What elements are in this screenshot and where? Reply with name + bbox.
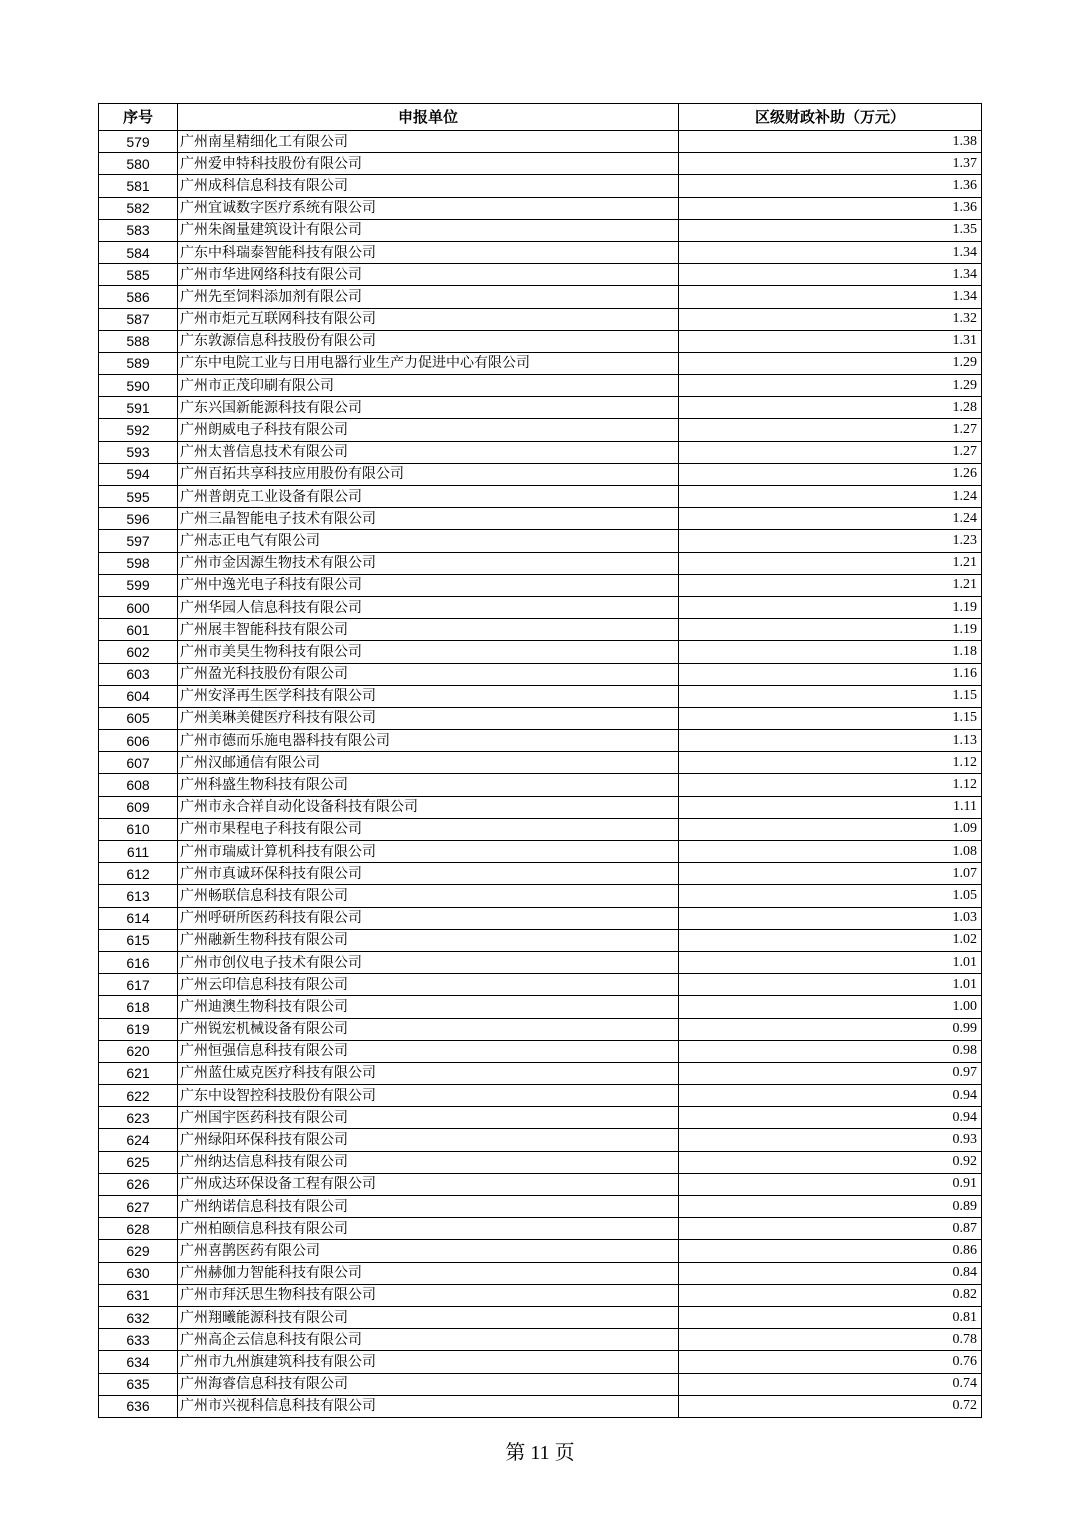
row-subsidy-amount: 0.78 [679,1329,982,1351]
table-row [99,596,982,618]
row-subsidy-amount: 1.09 [679,818,982,840]
table-row [99,1240,982,1262]
row-subsidy-amount: 1.01 [679,951,982,973]
row-subsidy-amount: 0.97 [679,1062,982,1084]
row-subsidy-amount: 0.81 [679,1306,982,1328]
row-serial-number: 616 [99,951,178,973]
row-serial-number: 587 [99,308,178,330]
row-applicant-unit: 广州朗威电子科技有限公司 [178,419,679,441]
table-header-row [99,104,982,131]
row-applicant-unit: 广州喜鹊医药有限公司 [178,1240,679,1262]
row-serial-number: 597 [99,530,178,552]
row-serial-number: 623 [99,1107,178,1129]
row-applicant-unit: 广州朱阁量建筑设计有限公司 [178,219,679,241]
table-row [99,1040,982,1062]
table-row [99,375,982,397]
row-applicant-unit: 广州先至饲料添加剂有限公司 [178,286,679,308]
row-subsidy-amount: 1.34 [679,286,982,308]
row-subsidy-amount: 1.38 [679,131,982,153]
table-row [99,131,982,153]
row-serial-number: 633 [99,1329,178,1351]
row-applicant-unit: 广州高企云信息科技有限公司 [178,1329,679,1351]
row-applicant-unit: 广州市炬元互联网科技有限公司 [178,308,679,330]
row-applicant-unit: 广州盈光科技股份有限公司 [178,663,679,685]
row-subsidy-amount: 1.37 [679,153,982,175]
row-serial-number: 595 [99,486,178,508]
row-applicant-unit: 广州市拜沃思生物科技有限公司 [178,1284,679,1306]
row-serial-number: 620 [99,1040,178,1062]
header-district-subsidy: 区级财政补助（万元） [679,104,982,131]
row-serial-number: 599 [99,574,178,596]
row-applicant-unit: 广州成达环保设备工程有限公司 [178,1173,679,1195]
table-row [99,1395,982,1417]
table-row [99,463,982,485]
row-subsidy-amount: 1.08 [679,841,982,863]
row-subsidy-amount: 1.35 [679,219,982,241]
row-applicant-unit: 广州恒强信息科技有限公司 [178,1040,679,1062]
row-serial-number: 626 [99,1173,178,1195]
row-applicant-unit: 广州赫伽力智能科技有限公司 [178,1262,679,1284]
row-applicant-unit: 广州宜诚数字医疗系统有限公司 [178,197,679,219]
row-subsidy-amount: 0.92 [679,1151,982,1173]
table-row [99,397,982,419]
row-applicant-unit: 广州市兴视科信息科技有限公司 [178,1395,679,1417]
row-serial-number: 606 [99,730,178,752]
row-subsidy-amount: 1.01 [679,974,982,996]
row-serial-number: 611 [99,841,178,863]
row-subsidy-amount: 1.36 [679,197,982,219]
row-subsidy-amount: 0.87 [679,1218,982,1240]
row-subsidy-amount: 1.12 [679,774,982,796]
row-subsidy-amount: 0.74 [679,1373,982,1395]
row-subsidy-amount: 0.82 [679,1284,982,1306]
row-serial-number: 598 [99,552,178,574]
table-row [99,241,982,263]
table-row [99,818,982,840]
row-serial-number: 584 [99,241,178,263]
row-applicant-unit: 广州市真诚环保科技有限公司 [178,863,679,885]
table-row [99,929,982,951]
row-applicant-unit: 广州三晶智能电子技术有限公司 [178,508,679,530]
row-serial-number: 630 [99,1262,178,1284]
row-serial-number: 601 [99,619,178,641]
row-serial-number: 619 [99,1018,178,1040]
row-subsidy-amount: 1.34 [679,241,982,263]
row-serial-number: 590 [99,375,178,397]
row-applicant-unit: 广州柏颐信息科技有限公司 [178,1218,679,1240]
row-applicant-unit: 广州市德而乐施电器科技有限公司 [178,730,679,752]
row-applicant-unit: 广州中逸光电子科技有限公司 [178,574,679,596]
row-subsidy-amount: 1.26 [679,463,982,485]
row-subsidy-amount: 1.05 [679,885,982,907]
table-row [99,796,982,818]
row-subsidy-amount: 1.36 [679,175,982,197]
row-subsidy-amount: 1.23 [679,530,982,552]
row-serial-number: 602 [99,641,178,663]
row-serial-number: 610 [99,818,178,840]
table-row [99,1351,982,1373]
row-subsidy-amount: 1.15 [679,707,982,729]
row-serial-number: 635 [99,1373,178,1395]
row-serial-number: 586 [99,286,178,308]
row-serial-number: 593 [99,441,178,463]
row-subsidy-amount: 1.34 [679,264,982,286]
table-row [99,951,982,973]
page-number: 第 11 页 [505,1442,575,1464]
subsidy-table [98,103,982,1418]
table-row [99,907,982,929]
row-applicant-unit: 广州南星精细化工有限公司 [178,131,679,153]
table-row [99,552,982,574]
table-row [99,1196,982,1218]
row-serial-number: 608 [99,774,178,796]
table-row [99,264,982,286]
row-applicant-unit: 广州迪澳生物科技有限公司 [178,996,679,1018]
row-serial-number: 585 [99,264,178,286]
header-applicant-unit: 申报单位 [178,104,679,131]
row-applicant-unit: 广州市正茂印刷有限公司 [178,375,679,397]
table-row [99,1284,982,1306]
row-serial-number: 617 [99,974,178,996]
row-applicant-unit: 广州融新生物科技有限公司 [178,929,679,951]
table-row [99,1085,982,1107]
row-serial-number: 628 [99,1218,178,1240]
table-row [99,1107,982,1129]
row-serial-number: 627 [99,1196,178,1218]
row-subsidy-amount: 1.07 [679,863,982,885]
row-subsidy-amount: 1.29 [679,375,982,397]
row-subsidy-amount: 1.27 [679,441,982,463]
table-row [99,1129,982,1151]
row-serial-number: 600 [99,596,178,618]
row-subsidy-amount: 1.16 [679,663,982,685]
table-row [99,863,982,885]
table-row [99,641,982,663]
row-serial-number: 580 [99,153,178,175]
row-applicant-unit: 广州市金因源生物技术有限公司 [178,552,679,574]
row-applicant-unit: 广州普朗克工业设备有限公司 [178,486,679,508]
row-applicant-unit: 广州市九州旗建筑科技有限公司 [178,1351,679,1373]
row-subsidy-amount: 0.91 [679,1173,982,1195]
table-row [99,1262,982,1284]
table-row [99,175,982,197]
row-serial-number: 629 [99,1240,178,1262]
row-serial-number: 636 [99,1395,178,1417]
row-subsidy-amount: 1.02 [679,929,982,951]
row-applicant-unit: 广州百拓共享科技应用股份有限公司 [178,463,679,485]
table-row [99,774,982,796]
row-serial-number: 624 [99,1129,178,1151]
row-subsidy-amount: 1.00 [679,996,982,1018]
row-subsidy-amount: 1.31 [679,330,982,352]
table-row [99,619,982,641]
table-row [99,530,982,552]
table-row [99,574,982,596]
table-row [99,730,982,752]
row-applicant-unit: 广州纳诺信息科技有限公司 [178,1196,679,1218]
row-applicant-unit: 广州成科信息科技有限公司 [178,175,679,197]
row-subsidy-amount: 1.12 [679,752,982,774]
table-row [99,1062,982,1084]
row-applicant-unit: 广州汉邮通信有限公司 [178,752,679,774]
table-row [99,486,982,508]
row-subsidy-amount: 0.94 [679,1107,982,1129]
row-applicant-unit: 广州安泽再生医学科技有限公司 [178,685,679,707]
row-subsidy-amount: 0.72 [679,1395,982,1417]
row-applicant-unit: 广州纳达信息科技有限公司 [178,1151,679,1173]
row-subsidy-amount: 1.15 [679,685,982,707]
row-serial-number: 594 [99,463,178,485]
row-applicant-unit: 广州市果程电子科技有限公司 [178,818,679,840]
row-serial-number: 618 [99,996,178,1018]
table-row [99,885,982,907]
row-subsidy-amount: 1.11 [679,796,982,818]
row-serial-number: 612 [99,863,178,885]
table-row [99,508,982,530]
table-row [99,752,982,774]
row-serial-number: 581 [99,175,178,197]
row-serial-number: 579 [99,131,178,153]
row-applicant-unit: 广州展丰智能科技有限公司 [178,619,679,641]
table-row [99,685,982,707]
table-row [99,1151,982,1173]
row-subsidy-amount: 1.13 [679,730,982,752]
row-applicant-unit: 广州绿阳环保科技有限公司 [178,1129,679,1151]
row-applicant-unit: 广州呼研所医药科技有限公司 [178,907,679,929]
row-applicant-unit: 广州市瑞威计算机科技有限公司 [178,841,679,863]
table-row [99,841,982,863]
row-applicant-unit: 广州蓝仕威克医疗科技有限公司 [178,1062,679,1084]
table-row [99,707,982,729]
row-subsidy-amount: 0.94 [679,1085,982,1107]
table-row [99,1218,982,1240]
row-serial-number: 588 [99,330,178,352]
row-subsidy-amount: 0.89 [679,1196,982,1218]
table-row [99,1329,982,1351]
row-applicant-unit: 广州市永合祥自动化设备科技有限公司 [178,796,679,818]
table-row [99,219,982,241]
row-subsidy-amount: 1.28 [679,397,982,419]
row-serial-number: 634 [99,1351,178,1373]
row-serial-number: 625 [99,1151,178,1173]
row-subsidy-amount: 1.21 [679,574,982,596]
row-serial-number: 632 [99,1306,178,1328]
row-subsidy-amount: 1.24 [679,486,982,508]
row-applicant-unit: 广州市创仪电子技术有限公司 [178,951,679,973]
row-applicant-unit: 广东敦源信息科技股份有限公司 [178,330,679,352]
row-serial-number: 614 [99,907,178,929]
table-row [99,153,982,175]
row-applicant-unit: 广州太普信息技术有限公司 [178,441,679,463]
row-applicant-unit: 广州锐宏机械设备有限公司 [178,1018,679,1040]
row-serial-number: 615 [99,929,178,951]
row-applicant-unit: 广东中设智控科技股份有限公司 [178,1085,679,1107]
row-serial-number: 609 [99,796,178,818]
table-row [99,1306,982,1328]
table-row [99,1373,982,1395]
table-row [99,419,982,441]
table-row [99,441,982,463]
row-serial-number: 596 [99,508,178,530]
row-serial-number: 583 [99,219,178,241]
row-applicant-unit: 广州爱申特科技股份有限公司 [178,153,679,175]
row-applicant-unit: 广州志正电气有限公司 [178,530,679,552]
row-serial-number: 631 [99,1284,178,1306]
row-subsidy-amount: 0.98 [679,1040,982,1062]
table-row [99,330,982,352]
row-subsidy-amount: 1.32 [679,308,982,330]
row-subsidy-amount: 1.29 [679,352,982,374]
row-applicant-unit: 广州华园人信息科技有限公司 [178,596,679,618]
row-subsidy-amount: 1.19 [679,596,982,618]
row-subsidy-amount: 0.84 [679,1262,982,1284]
row-applicant-unit: 广州市华进网络科技有限公司 [178,264,679,286]
table-row [99,1173,982,1195]
table-row [99,996,982,1018]
row-applicant-unit: 广东中科瑞泰智能科技有限公司 [178,241,679,263]
header-serial-number: 序号 [99,104,178,131]
row-serial-number: 603 [99,663,178,685]
row-serial-number: 589 [99,352,178,374]
row-serial-number: 613 [99,885,178,907]
row-subsidy-amount: 0.93 [679,1129,982,1151]
row-subsidy-amount: 1.18 [679,641,982,663]
row-subsidy-amount: 1.03 [679,907,982,929]
row-serial-number: 591 [99,397,178,419]
row-applicant-unit: 广东兴国新能源科技有限公司 [178,397,679,419]
row-subsidy-amount: 0.86 [679,1240,982,1262]
row-subsidy-amount: 1.27 [679,419,982,441]
row-subsidy-amount: 0.99 [679,1018,982,1040]
row-serial-number: 605 [99,707,178,729]
table-row [99,974,982,996]
row-subsidy-amount: 1.19 [679,619,982,641]
table-row [99,1018,982,1040]
table-row [99,308,982,330]
row-subsidy-amount: 1.24 [679,508,982,530]
row-applicant-unit: 广东中电院工业与日用电器行业生产力促进中心有限公司 [178,352,679,374]
table-body [99,131,982,1418]
row-applicant-unit: 广州翔曦能源科技有限公司 [178,1306,679,1328]
row-applicant-unit: 广州美琳美健医疗科技有限公司 [178,707,679,729]
row-applicant-unit: 广州云印信息科技有限公司 [178,974,679,996]
table-row [99,286,982,308]
row-applicant-unit: 广州市美昊生物科技有限公司 [178,641,679,663]
row-applicant-unit: 广州海睿信息科技有限公司 [178,1373,679,1395]
row-subsidy-amount: 0.76 [679,1351,982,1373]
table-row [99,197,982,219]
row-serial-number: 607 [99,752,178,774]
row-serial-number: 582 [99,197,178,219]
row-serial-number: 604 [99,685,178,707]
row-applicant-unit: 广州科盛生物科技有限公司 [178,774,679,796]
row-applicant-unit: 广州国宇医药科技有限公司 [178,1107,679,1129]
row-serial-number: 621 [99,1062,178,1084]
table-row [99,352,982,374]
row-applicant-unit: 广州畅联信息科技有限公司 [178,885,679,907]
row-serial-number: 592 [99,419,178,441]
row-subsidy-amount: 1.21 [679,552,982,574]
table-row [99,663,982,685]
row-serial-number: 622 [99,1085,178,1107]
